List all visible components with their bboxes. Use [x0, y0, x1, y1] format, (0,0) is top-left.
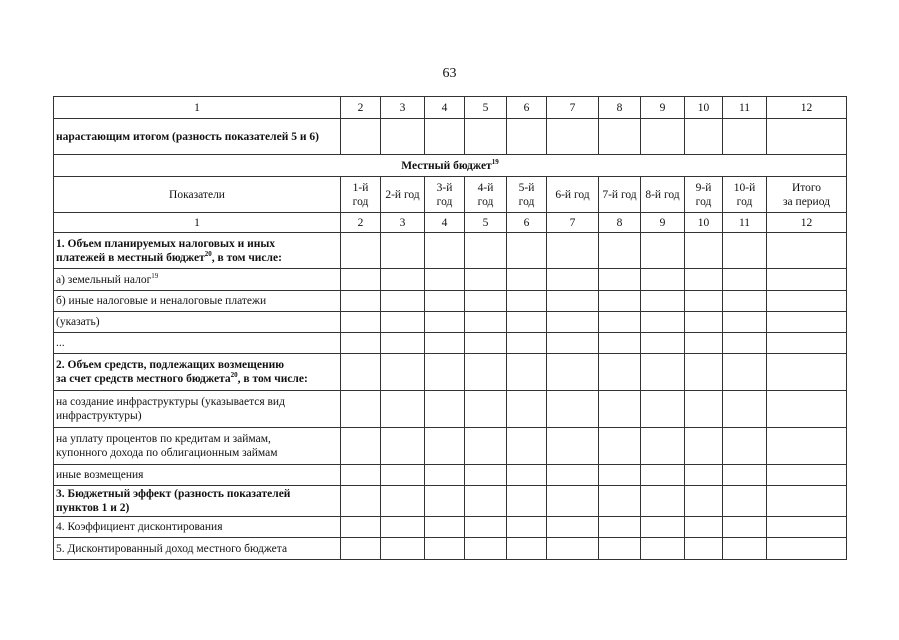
- row-label-line: [56, 372, 338, 386]
- empty-cell: [723, 269, 767, 291]
- empty-cell: [641, 538, 685, 560]
- row-label-line: [56, 501, 338, 515]
- table-row: [54, 233, 847, 269]
- empty-cell: [547, 517, 599, 538]
- empty-cell: [547, 465, 599, 486]
- empty-cell: [507, 269, 547, 291]
- empty-cell: [465, 312, 507, 333]
- year-header-line: год: [477, 195, 494, 208]
- row-label-text: на уплату процентов по кредитам и займам,: [56, 433, 271, 445]
- empty-cell: [547, 428, 599, 465]
- header-cell: 12: [767, 97, 847, 119]
- table-row: [54, 291, 847, 312]
- header-cell: 11: [723, 97, 767, 119]
- header-cell: 7: [547, 97, 599, 119]
- header-cell: 9: [641, 97, 685, 119]
- year-header: [685, 177, 723, 213]
- number-cell: 7: [547, 213, 599, 233]
- empty-cell: [767, 233, 847, 269]
- empty-cell: [425, 333, 465, 354]
- empty-cell: [767, 312, 847, 333]
- empty-cell: [685, 517, 723, 538]
- footnote-ref: 20: [204, 249, 212, 258]
- empty-cell: [723, 517, 767, 538]
- year-header-line: год: [736, 195, 753, 208]
- row-label-line: [56, 237, 338, 251]
- empty-cell: [723, 538, 767, 560]
- top-header-row: [54, 97, 847, 119]
- row-label-text: платежей в местный бюджет: [56, 251, 205, 264]
- empty-cell: [341, 538, 381, 560]
- empty-cell: [599, 291, 641, 312]
- empty-cell: [723, 312, 767, 333]
- empty-cell: [767, 486, 847, 517]
- row-label-suffix: , в том числе:: [211, 251, 282, 264]
- row-label-text: 3. Бюджетный эффект (разность показателей: [56, 488, 291, 500]
- number-cell: 6: [507, 213, 547, 233]
- row-label-line: [56, 487, 338, 501]
- empty-cell: [641, 517, 685, 538]
- empty-cell: [381, 465, 425, 486]
- table-row: [54, 391, 847, 428]
- row-label-text: б) иные налоговые и неналоговые платежи: [56, 295, 267, 307]
- empty-cell: [641, 428, 685, 465]
- year-header-line: 9-й: [695, 181, 712, 194]
- empty-cell: [381, 517, 425, 538]
- budget-table: [53, 96, 847, 560]
- year-header-line: 7-й год: [602, 188, 637, 201]
- table-row: [54, 354, 847, 391]
- empty-cell: [641, 269, 685, 291]
- row-label: [54, 233, 341, 269]
- table-body: [54, 97, 847, 560]
- empty-cell: [381, 119, 425, 155]
- empty-cell: [767, 119, 847, 155]
- row-label-line: [56, 468, 338, 482]
- row-label-line: [56, 358, 338, 372]
- table-row: [54, 428, 847, 465]
- empty-cell: [685, 333, 723, 354]
- empty-cell: [465, 538, 507, 560]
- row-label-line: [56, 315, 338, 329]
- empty-cell: [723, 291, 767, 312]
- cumulative-row: [54, 119, 847, 155]
- year-header-line: 1-й: [352, 181, 369, 194]
- empty-cell: [381, 269, 425, 291]
- empty-cell: [641, 119, 685, 155]
- empty-cell: [507, 486, 547, 517]
- empty-cell: [425, 538, 465, 560]
- empty-cell: [381, 391, 425, 428]
- empty-cell: [341, 517, 381, 538]
- total-header-line: за период: [783, 195, 830, 208]
- empty-cell: [767, 354, 847, 391]
- empty-cell: [507, 291, 547, 312]
- empty-cell: [599, 391, 641, 428]
- empty-cell: [547, 233, 599, 269]
- row-label-text: иные возмещения: [56, 469, 144, 481]
- row-label: [54, 486, 341, 517]
- empty-cell: [685, 119, 723, 155]
- empty-cell: [685, 391, 723, 428]
- header-cell: 1: [54, 97, 341, 119]
- empty-cell: [547, 119, 599, 155]
- row-label: [54, 333, 341, 354]
- empty-cell: [685, 486, 723, 517]
- year-header: [465, 177, 507, 213]
- empty-cell: [425, 291, 465, 312]
- empty-cell: [381, 538, 425, 560]
- columns-header-row: [54, 177, 847, 213]
- year-header-line: 2-й год: [385, 188, 420, 201]
- empty-cell: [341, 291, 381, 312]
- empty-cell: [425, 119, 465, 155]
- header-cell: 10: [685, 97, 723, 119]
- row-label-line: [56, 251, 338, 265]
- row-label-line: [56, 446, 338, 460]
- empty-cell: [599, 465, 641, 486]
- row-label-text: за счет средств местного бюджета: [56, 373, 231, 385]
- empty-cell: [641, 312, 685, 333]
- number-cell: 3: [381, 213, 425, 233]
- empty-cell: [723, 465, 767, 486]
- number-cell: 11: [723, 213, 767, 233]
- empty-cell: [599, 119, 641, 155]
- empty-cell: [341, 428, 381, 465]
- empty-cell: [547, 538, 599, 560]
- row-label: нарастающим итогом (разность показателей 5 и 6): [54, 119, 341, 155]
- row-label-text: инфраструктуры): [56, 410, 142, 422]
- empty-cell: [599, 517, 641, 538]
- header-cell: 5: [465, 97, 507, 119]
- year-header: [641, 177, 685, 213]
- row-label: [54, 465, 341, 486]
- year-header-line: 4-й: [477, 181, 494, 194]
- empty-cell: [723, 391, 767, 428]
- empty-cell: [425, 465, 465, 486]
- year-header-line: год: [518, 195, 535, 208]
- empty-cell: [641, 391, 685, 428]
- empty-cell: [547, 391, 599, 428]
- empty-cell: [341, 391, 381, 428]
- year-header-line: год: [695, 195, 712, 208]
- row-label-text: купонного дохода по облигационным займам: [56, 447, 278, 459]
- row-label-line: [56, 409, 338, 423]
- row-label-text: 5. Дисконтированный доход местного бюджета: [56, 542, 288, 555]
- row-label-line: [56, 273, 338, 287]
- empty-cell: [465, 269, 507, 291]
- year-header-line: 5-й: [518, 181, 535, 194]
- empty-cell: [465, 391, 507, 428]
- row-label-line: [56, 395, 338, 409]
- empty-cell: [425, 312, 465, 333]
- footnote-ref: 20: [230, 371, 238, 380]
- empty-cell: [465, 517, 507, 538]
- empty-cell: [465, 291, 507, 312]
- total-header: [767, 177, 847, 213]
- row-label-text: 2. Объем средств, подлежащих возмещению: [56, 359, 285, 371]
- empty-cell: [641, 465, 685, 486]
- empty-cell: [599, 333, 641, 354]
- empty-cell: [723, 233, 767, 269]
- empty-cell: [767, 291, 847, 312]
- empty-cell: [547, 269, 599, 291]
- year-header: [723, 177, 767, 213]
- row-label-text: на создание инфраструктуры (указывается вид: [56, 396, 285, 408]
- empty-cell: [641, 486, 685, 517]
- empty-cell: [723, 486, 767, 517]
- empty-cell: [465, 465, 507, 486]
- empty-cell: [599, 233, 641, 269]
- year-header: [341, 177, 381, 213]
- number-row: [54, 213, 847, 233]
- header-cell: 6: [507, 97, 547, 119]
- empty-cell: [547, 354, 599, 391]
- empty-cell: [599, 312, 641, 333]
- year-header: [507, 177, 547, 213]
- empty-cell: [425, 486, 465, 517]
- empty-cell: [767, 333, 847, 354]
- year-header-line: год: [436, 195, 453, 208]
- empty-cell: [767, 269, 847, 291]
- row-label: [54, 312, 341, 333]
- empty-cell: [341, 312, 381, 333]
- number-cell: 8: [599, 213, 641, 233]
- empty-cell: [425, 354, 465, 391]
- empty-cell: [507, 312, 547, 333]
- row-label-suffix: , в том числе:: [237, 373, 308, 385]
- row-label-line: [56, 336, 338, 350]
- empty-cell: [507, 333, 547, 354]
- year-header: [599, 177, 641, 213]
- empty-cell: [507, 465, 547, 486]
- empty-cell: [465, 233, 507, 269]
- empty-cell: [425, 517, 465, 538]
- empty-cell: [465, 119, 507, 155]
- empty-cell: [507, 428, 547, 465]
- empty-cell: [341, 333, 381, 354]
- empty-cell: [547, 333, 599, 354]
- footnote-ref: 19: [151, 271, 159, 280]
- empty-cell: [547, 486, 599, 517]
- empty-cell: [685, 428, 723, 465]
- empty-cell: [547, 312, 599, 333]
- empty-cell: [507, 538, 547, 560]
- row-label: [54, 291, 341, 312]
- empty-cell: [599, 269, 641, 291]
- empty-cell: [685, 465, 723, 486]
- empty-cell: [641, 291, 685, 312]
- empty-cell: [723, 354, 767, 391]
- empty-cell: [507, 233, 547, 269]
- empty-cell: [641, 233, 685, 269]
- row-label-text: (указать): [56, 316, 100, 328]
- empty-cell: [381, 333, 425, 354]
- row-label: [54, 269, 341, 291]
- table-row: [54, 465, 847, 486]
- number-cell: 2: [341, 213, 381, 233]
- row-label-line: [56, 294, 338, 308]
- empty-cell: [507, 354, 547, 391]
- empty-cell: [465, 354, 507, 391]
- footnote-ref: 19: [491, 157, 499, 166]
- table-row: [54, 486, 847, 517]
- empty-cell: [381, 312, 425, 333]
- number-cell: 12: [767, 213, 847, 233]
- indicator-header: Показатели: [54, 177, 341, 213]
- row-label-line: [56, 432, 338, 446]
- empty-cell: [341, 269, 381, 291]
- empty-cell: [507, 517, 547, 538]
- empty-cell: [425, 233, 465, 269]
- page-number: 63: [442, 66, 457, 81]
- empty-cell: [685, 291, 723, 312]
- row-label-line: [56, 520, 338, 534]
- empty-cell: [425, 428, 465, 465]
- empty-cell: [381, 233, 425, 269]
- empty-cell: [685, 354, 723, 391]
- header-cell: 4: [425, 97, 465, 119]
- empty-cell: [341, 119, 381, 155]
- year-header-line: 8-й год: [645, 188, 680, 201]
- empty-cell: [425, 391, 465, 428]
- number-cell: 9: [641, 213, 685, 233]
- table-row: [54, 333, 847, 354]
- year-header: [425, 177, 465, 213]
- row-label: [54, 354, 341, 391]
- empty-cell: [341, 233, 381, 269]
- number-cell: 10: [685, 213, 723, 233]
- table-row: [54, 538, 847, 560]
- number-cell: 4: [425, 213, 465, 233]
- empty-cell: [767, 465, 847, 486]
- empty-cell: [381, 428, 425, 465]
- table-row: [54, 517, 847, 538]
- empty-cell: [341, 465, 381, 486]
- header-cell: 2: [341, 97, 381, 119]
- year-header: [381, 177, 425, 213]
- empty-cell: [723, 428, 767, 465]
- row-label: [54, 428, 341, 465]
- year-header-line: 10-й: [733, 181, 756, 194]
- header-cell: 3: [381, 97, 425, 119]
- empty-cell: [599, 486, 641, 517]
- header-cell: 8: [599, 97, 641, 119]
- number-cell: 5: [465, 213, 507, 233]
- empty-cell: [341, 486, 381, 517]
- row-label: [54, 538, 341, 560]
- year-header-line: год: [352, 195, 369, 208]
- table-row: [54, 312, 847, 333]
- empty-cell: [547, 291, 599, 312]
- row-label-text: 1. Объем планируемых налоговых и иных: [56, 237, 276, 250]
- empty-cell: [341, 354, 381, 391]
- empty-cell: [381, 486, 425, 517]
- empty-cell: [599, 538, 641, 560]
- section-title-row: [54, 155, 847, 177]
- row-label: [54, 391, 341, 428]
- year-header-line: 6-й год: [555, 188, 590, 201]
- number-cell: 1: [54, 213, 341, 233]
- empty-cell: [723, 119, 767, 155]
- empty-cell: [465, 486, 507, 517]
- row-label-text: ...: [56, 337, 65, 349]
- empty-cell: [723, 333, 767, 354]
- empty-cell: [685, 269, 723, 291]
- empty-cell: [599, 428, 641, 465]
- row-label: [54, 517, 341, 538]
- empty-cell: [641, 333, 685, 354]
- section-title: [54, 155, 847, 177]
- empty-cell: [767, 517, 847, 538]
- empty-cell: [685, 312, 723, 333]
- empty-cell: [507, 119, 547, 155]
- empty-cell: [599, 354, 641, 391]
- empty-cell: [641, 354, 685, 391]
- empty-cell: [767, 538, 847, 560]
- empty-cell: [465, 333, 507, 354]
- empty-cell: [465, 428, 507, 465]
- empty-cell: [381, 291, 425, 312]
- row-label-line: [56, 542, 338, 556]
- empty-cell: [685, 233, 723, 269]
- empty-cell: [767, 428, 847, 465]
- row-label-text: а) земельный налог: [56, 273, 152, 286]
- empty-cell: [425, 269, 465, 291]
- table-row: [54, 269, 847, 291]
- year-header-line: 3-й: [436, 181, 453, 194]
- section-title-text: Местный бюджет: [401, 159, 492, 172]
- row-label-text: пунктов 1 и 2): [56, 502, 130, 514]
- empty-cell: [507, 391, 547, 428]
- empty-cell: [381, 354, 425, 391]
- empty-cell: [685, 538, 723, 560]
- year-header: [547, 177, 599, 213]
- total-header-line: Итого: [791, 181, 822, 194]
- row-label-text: 4. Коэффициент дисконтирования: [56, 521, 223, 533]
- empty-cell: [767, 391, 847, 428]
